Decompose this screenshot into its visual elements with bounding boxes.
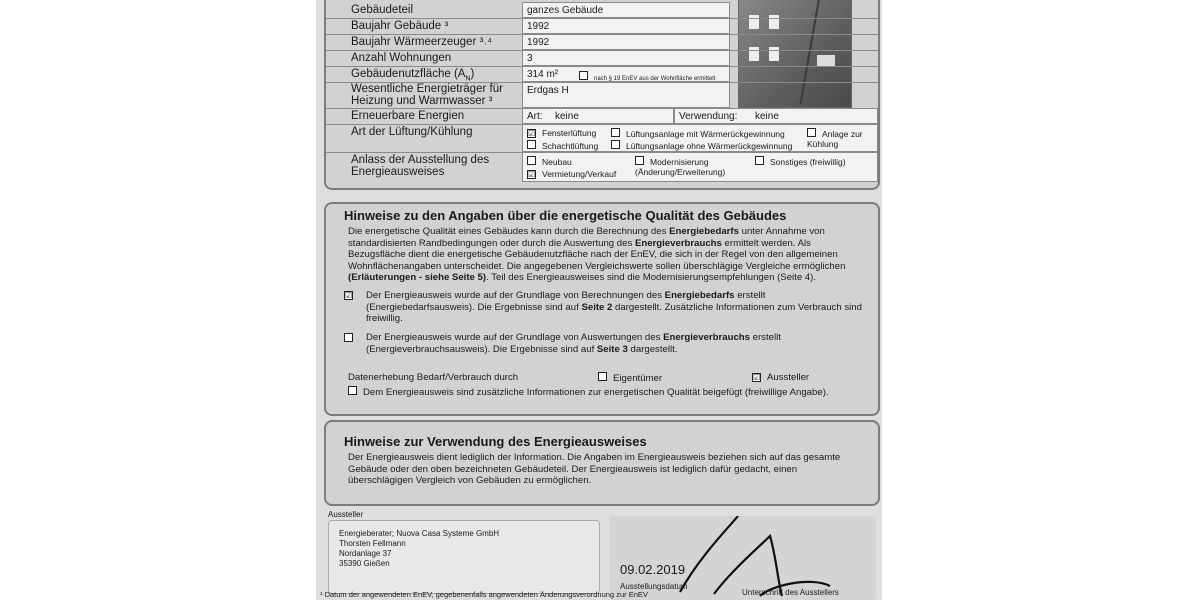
owner-checkbox[interactable]: Eigentümer (598, 372, 662, 385)
issuer-address-box: Energieberater; Nuova Casa Systeme GmbH Thorsten Fellmann Nordanlage 37 35390 Gießen (328, 520, 600, 594)
issuer-section: Aussteller Energieberater; Nuova Casa Systeme GmbH Thorsten Fellmann Nordanlage 37 35390 Gießen 09.02.2019 Ausstellungsdatum Unterschrift des Ausstellers (324, 506, 880, 600)
occasion-option[interactable]: Sonstiges (freiwillig) (755, 156, 846, 167)
occasion-option[interactable]: ☑ Vermietung/Verkauf (528, 169, 617, 179)
issuer-checkbox[interactable]: ☑ Aussteller (753, 372, 810, 383)
notes-section (324, 202, 880, 416)
data-collection-row: Datenerhebung Bedarf/Verbrauch durch Eigentümer ☑ Aussteller (348, 372, 810, 384)
notes-title: Hinweise zu den Angaben über die energetische Qualität des Gebäudes (344, 208, 787, 223)
vent-option[interactable]: Schachtlüftung (527, 140, 598, 151)
row-heater-year: Baujahr Wärmeerzeuger ³˒⁴ 1992 (326, 34, 878, 51)
row-usable-area: Gebäudenutzfläche $(A_N)$ 314 m² nach § 19 EnEV aus der Wohnfläche ermittelt (326, 66, 878, 83)
row-apartments: Anzahl Wohnungen 3 (326, 50, 878, 67)
issue-date: 09.02.2019 (620, 562, 686, 577)
usage-title: Hinweise zur Verwendung des Energieausweises (344, 434, 647, 449)
extra-info-row[interactable]: Dem Energieausweis sind zusätzliche Informationen zur energetischen Qualität beigefügt (freiwillige Angabe). (348, 386, 862, 399)
usage-text: Der Energieausweis dient lediglich der Information. Die Angaben im Energieausweis beziehen sich auf das gesamte Gebäude oder den oben bezeichneten Gebäudeteil. Der Energieausweis ist lediglich dafür gedacht, einen überschlägigen Vergleich von Gebäuden zu ermöglichen. (348, 452, 841, 486)
vent-option[interactable]: ☑ Fensterlüftung (528, 128, 597, 138)
vent-option[interactable]: Lüftungsanlage ohne Wärmerückgewinnung (611, 140, 792, 151)
row-renewables: Erneuerbare Energien Art: keine Verwendung: keine (326, 108, 878, 125)
vent-option[interactable]: Lüftungsanlage mit Wärmerückgewinnung (611, 128, 785, 139)
area-checkbox[interactable] (579, 71, 588, 80)
notes-intro: Die energetische Qualität eines Gebäudes kann durch die Berechnung des Energiebedarfs unter Annahme von standardisierten Randbedingungen oder durch die Auswertung des Energieverbrauchs ermittelt werden. Als Bezugsfläche dient die energetische Gebäudenutzfläche nach der EnEV, die sich in der Regel von den allgemeinen Wohnflächenangaben unterscheidet. Die angegebenen Vergleichswerte sollen überschlägige Vergleiche ermöglichen (Erläuterungen - siehe Seite 5). Teil des Energieausweises sind die Modernisierungsempfehlungen (Seite 4). (348, 226, 846, 283)
row-ventilation: Art der Lüftung/Kühlung ☑ Fensterlüftung Lüftungsanlage mit Wärmerückgewinnung Anlage zur Kühlung Schachtlüftung Lüftungsanlage ohne Wärmerückgewinnung (326, 124, 878, 153)
row-building-part: Gebäudeteil ganzes Gebäude (326, 2, 878, 19)
option-consumption-certificate[interactable]: Der Energieausweis wurde auf der Grundlage von Auswertungen des Energieverbrauchs erstellt (Energieverbrauchsausweis). Die Ergebnisse sind auf Seite 3 dargestellt. (366, 332, 862, 355)
row-occasion: Anlass der Ausstellung des Energieausweises Neubau Modernisierung (Änderung/Erweiterung) Sonstiges (freiwillig) ☑ Vermietung/Verkauf (326, 152, 878, 182)
row-construction-year: Baujahr Gebäude ³ 1992 (326, 18, 878, 35)
occasion-option[interactable]: Neubau (527, 156, 572, 167)
usage-section (324, 420, 880, 506)
vent-option[interactable]: Anlage zur Kühlung (807, 129, 863, 149)
energy-certificate-page (316, 0, 882, 600)
building-data-section (324, 0, 880, 190)
row-energy-carrier: Wesentliche Energieträger für Heizung und Warmwasser ³ Erdgas H (326, 82, 878, 109)
option-demand-certificate[interactable]: ☑ Der Energieausweis wurde auf der Grundlage von Berechnungen des Energiebedarfs erstellt (Energiebedarfsausweis). Die Ergebnisse sind auf Seite 2 dargestellt. Zusätzliche Informationen zum Verbrauch sind freiwillig. (345, 290, 862, 324)
date-box: 09.02.2019 Ausstellungsdatum Unterschrift des Ausstellers (610, 516, 876, 600)
footnote: ¹ Datum der angewendeten EnEV, gegebenenfalls angewendeten Änderungsverordnung zur EnEV (320, 590, 648, 599)
signature (610, 516, 876, 600)
occasion-option[interactable]: Modernisierung (Änderung/Erweiterung) (635, 157, 726, 177)
